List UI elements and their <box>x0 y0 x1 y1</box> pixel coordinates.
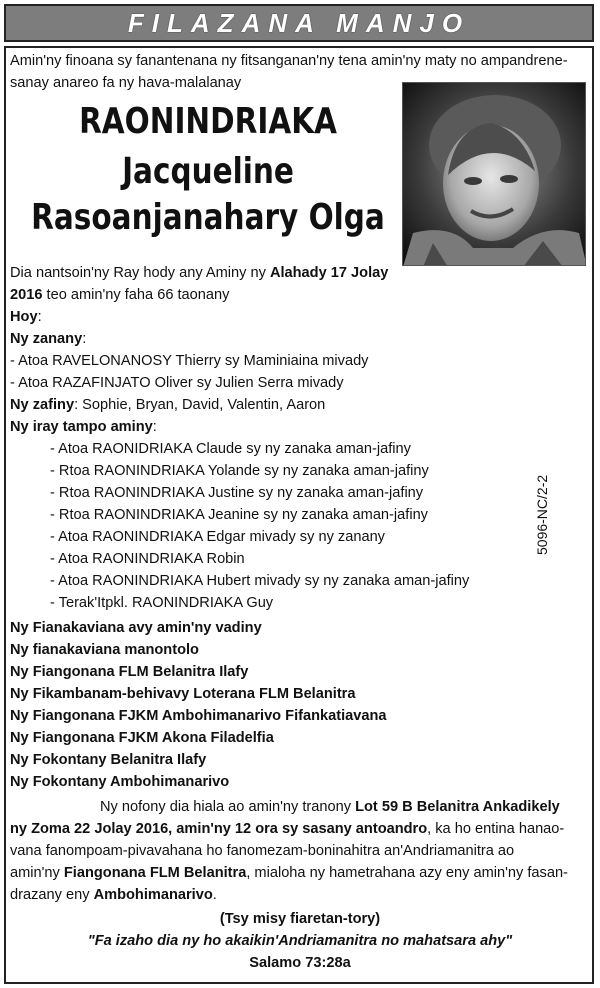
title-banner <box>4 4 594 42</box>
burial-line-3: vana fanompoam-pivavahana ho fanomezam-boninahitra an'Andriamanitra ao <box>10 843 515 859</box>
footer-notice: (Tsy misy fiaretan-tory) <box>219 911 381 927</box>
deceased-given-name: Jacqueline <box>122 151 294 192</box>
burial-line-1: Ny nofony dia hiala ao amin'ny tranony Lot 59 B Belanitra Ankadikely <box>100 799 560 815</box>
iray-tampo-item: - Rtoa RAONINDRIAKA Justine sy ny zanaka aman-jafiny <box>50 485 424 501</box>
iray-tampo-item: - Atoa RAONINDRIAKA Hubert mivady sy ny zanaka aman-jafiny <box>50 573 470 589</box>
group-line: Ny Fiangonana FLM Belanitra Ilafy <box>10 664 249 680</box>
group-line: Ny Fokontany Belanitra Ilafy <box>10 752 207 768</box>
announcement-line-1 <box>10 262 388 284</box>
zafiny-line <box>10 394 325 416</box>
group-line: Ny Fiangonana FJKM Akona Filadelfia <box>10 730 274 746</box>
iray-tampo-label: Ny iray tampo aminy: <box>10 419 157 435</box>
group-line: Ny Fiangonana FJKM Ambohimanarivo Fifankatiavana <box>10 708 387 724</box>
burial-datetime: ny Zoma 22 Jolay 2016, amin'ny 12 ora sy sasany antoandro <box>10 821 428 837</box>
zanany-label: Ny zanany: <box>10 331 87 347</box>
zanany-item: - Atoa RAZAFINJATO Oliver sy Julien Serra mivady <box>10 375 344 391</box>
burial-church: Fiangonana FLM Belanitra <box>63 865 247 881</box>
footer-reference: Salamo 73:28a <box>249 955 351 971</box>
portrait-image <box>403 83 586 266</box>
zafiny-names: : Sophie, Bryan, David, Valentin, Aaron <box>74 397 326 413</box>
iray-tampo-item: - Rtoa RAONINDRIAKA Yolande sy ny zanaka aman-jafiny <box>50 463 429 479</box>
announcement-prefix: Dia nantsoin'ny Ray hody any Aminy ny <box>10 265 270 281</box>
iray-tampo-item: - Terak'Itpkl. RAONINDRIAKA Guy <box>50 595 274 611</box>
group-line: Ny Fianakaviana avy amin'ny vadiny <box>10 620 262 636</box>
announcement-age: teo amin'ny faha 66 taonany <box>42 287 230 303</box>
iray-tampo-item: - Rtoa RAONINDRIAKA Jeanine sy ny zanaka aman-jafiny <box>50 507 428 523</box>
group-line: Ny fianakaviana manontolo <box>10 642 199 658</box>
hoy-label: Hoy: <box>10 309 42 325</box>
announcement-line-2 <box>10 284 229 306</box>
iray-tampo-item: - Atoa RAONINDRIAKA Robin <box>50 551 245 567</box>
zafiny-label: Ny zafiny <box>10 397 75 413</box>
deceased-other-name: Rasoanjanahary Olga <box>31 197 385 238</box>
deceased-surname: RAONINDRIAKA <box>79 101 337 142</box>
intro-line-2: sanay anareo fa ny hava-malalanay <box>10 75 242 91</box>
title-text: FILAZANA MANJO <box>127 7 471 38</box>
iray-tampo-item: - Atoa RAONINDRIAKA Edgar mivady sy ny zanany <box>50 529 385 545</box>
group-line: Ny Fikambanam-behivavy Loterana FLM Belanitra <box>10 686 356 702</box>
intro-line-1: Amin'ny finoana sy fanantenana ny fitsanganan'ny tena amin'ny maty no ampandrene- <box>10 53 568 69</box>
group-line: Ny Fokontany Ambohimanarivo <box>10 774 230 790</box>
portrait-photo <box>402 82 586 266</box>
burial-place: Ambohimanarivo <box>93 887 213 903</box>
footer-verse: "Fa izaho dia ny ho akaikin'Andriamanitra no mahatsara ahy" <box>87 933 513 949</box>
death-date: Alahady 17 Jolay <box>269 265 389 281</box>
zanany-item: - Atoa RAVELONANOSY Thierry sy Maminiaina mivady <box>10 353 369 369</box>
burial-address: Lot 59 B Belanitra Ankadikely <box>355 799 560 815</box>
burial-line-4: amin'ny Fiangonana FLM Belanitra, mialoha ny hametrahana azy eny amin'ny fasan- <box>10 865 568 881</box>
burial-line-2: ny Zoma 22 Jolay 2016, amin'ny 12 ora sy sasany antoandro, ka ho entina hanao- <box>10 821 565 837</box>
death-year: 2016 <box>10 287 43 303</box>
reference-code: 5096-NC/2-2 <box>534 474 550 555</box>
burial-line-5: drazany eny Ambohimanarivo. <box>10 887 217 903</box>
iray-tampo-item: - Atoa RAONIDRIAKA Claude sy ny zanaka aman-jafiny <box>50 441 411 457</box>
